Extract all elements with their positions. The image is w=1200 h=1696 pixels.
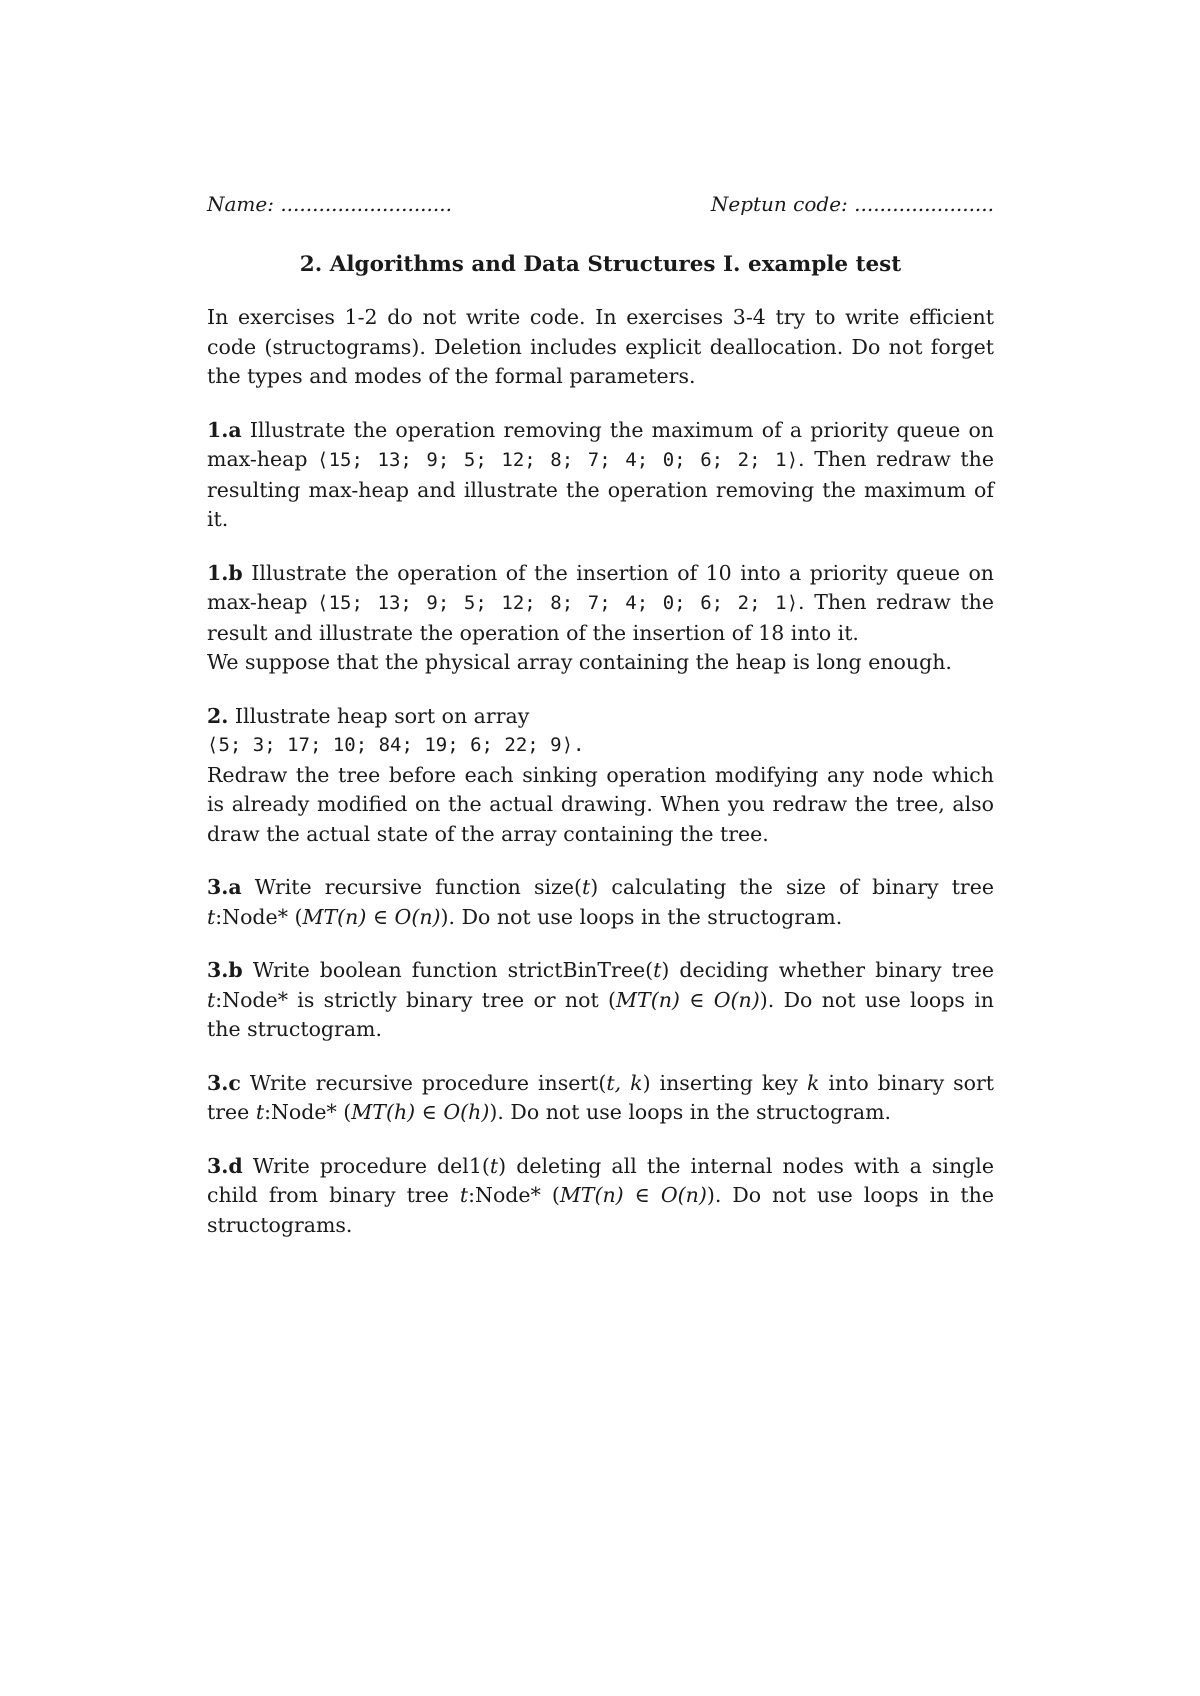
math-var: t — [207, 987, 216, 1012]
exercise-label: 2. — [207, 703, 229, 728]
exercise-text: :Node* ( — [468, 1183, 560, 1207]
exercise-text: ) inserting key — [642, 1070, 807, 1095]
exercise-text: Write boolean function strictBinTree( — [242, 958, 654, 982]
neptun-code-field: Neptun code: ...................... — [710, 192, 994, 216]
math-var: t — [582, 875, 591, 899]
exercise-text: Write procedure del1( — [242, 1153, 490, 1178]
exercise-text: ) deciding whether binary tree — [661, 958, 994, 982]
exercise-text: Write recursive function size( — [241, 875, 582, 899]
exercise-text: Redraw the tree before each sinking operation modifying any node which is already modified on the actual drawing. When you redraw the tree, also draw the actual state of the array containing the tree. — [207, 762, 994, 846]
exercise-3c — [207, 1069, 994, 1128]
complexity: MT(n) ∈ O(n) — [302, 904, 441, 929]
exercise-text: ). Do not use loops in the structogram. — [489, 1100, 892, 1124]
exercise-text: . Then redraw the result and illustrate the operation of the insertion of 18 into it. — [207, 590, 995, 645]
exercise-1b — [207, 559, 994, 678]
input-array: ⟨5; 3; 17; 10; 84; 19; 6; 22; 9⟩. — [207, 734, 585, 756]
exercise-3a — [207, 873, 994, 932]
exercise-label: 3.d — [207, 1153, 243, 1178]
complexity: MT(h) ∈ O(h) — [351, 1100, 490, 1124]
exercise-text: Illustrate the operation removing the maximum of a priority queue on max-heap — [207, 417, 994, 471]
exercise-text: Write recursive procedure insert( — [240, 1070, 607, 1095]
intro-paragraph: In exercises 1-2 do not write code. In exercises 3-4 try to write efficient code (structograms). Deletion includes explicit deallocation. Do not forget the types and modes of the formal parameters. — [207, 305, 994, 388]
exercise-label: 3.a — [207, 875, 242, 899]
exercise-text: ) deleting all the internal nodes with a single child from binary tree — [207, 1153, 994, 1207]
exercise-label: 1.a — [207, 417, 242, 442]
math-args: t, k — [606, 1070, 643, 1095]
exercise-2 — [207, 702, 994, 850]
exercise-text: ). Do not use loops in the structograms. — [207, 1183, 994, 1237]
heap-array: ⟨15; 13; 9; 5; 12; 8; 7; 4; 0; 6; 2; 1⟩ — [317, 449, 799, 471]
exercise-label: 3.c — [207, 1070, 241, 1095]
math-var: k — [806, 1070, 820, 1095]
exercise-text: Illustrate the operation of the insertion of 10 into a priority queue on max-heap — [207, 560, 994, 614]
name-field: Name: ........................... — [207, 192, 452, 216]
exercise-note: We suppose that the physical array containing the heap is long enough. — [207, 650, 952, 674]
math-var: t — [207, 904, 216, 929]
exercise-text: into binary sort tree — [207, 1070, 995, 1124]
exercise-1a — [207, 416, 994, 535]
exercise-text: :Node* ( — [264, 1100, 352, 1124]
exercise-text: . Then redraw the resulting max-heap and illustrate the operation removing the maximum of it. — [207, 447, 995, 531]
exercise-text: ). Do not use loops in the structogram. — [440, 904, 843, 929]
complexity: MT(n) ∈ O(n) — [616, 987, 760, 1012]
math-var: t — [489, 1153, 499, 1178]
exercise-text: ). Do not use loops in the structogram. — [207, 987, 995, 1041]
heap-array: ⟨15; 13; 9; 5; 12; 8; 7; 4; 0; 6; 2; 1⟩ — [317, 592, 799, 614]
exercise-text: ) calculating the size of binary tree — [590, 875, 994, 899]
math-var: t — [653, 958, 662, 982]
exercise-label: 1.b — [207, 560, 243, 585]
exercise-3d — [207, 1152, 994, 1241]
exercise-3b — [207, 956, 994, 1045]
math-var: t — [459, 1183, 469, 1207]
exercise-text: :Node* ( — [215, 904, 303, 929]
exercise-text: Illustrate heap sort on array — [228, 703, 530, 728]
complexity: MT(n) ∈ O(n) — [559, 1183, 707, 1207]
exercise-text: :Node* is strictly binary tree or not ( — [215, 987, 617, 1012]
page-title: 2. Algorithms and Data Structures I. example test — [299, 252, 902, 277]
math-var: t — [255, 1100, 265, 1124]
exercise-label: 3.b — [207, 958, 243, 982]
header — [207, 180, 994, 228]
document-page — [207, 180, 994, 1240]
